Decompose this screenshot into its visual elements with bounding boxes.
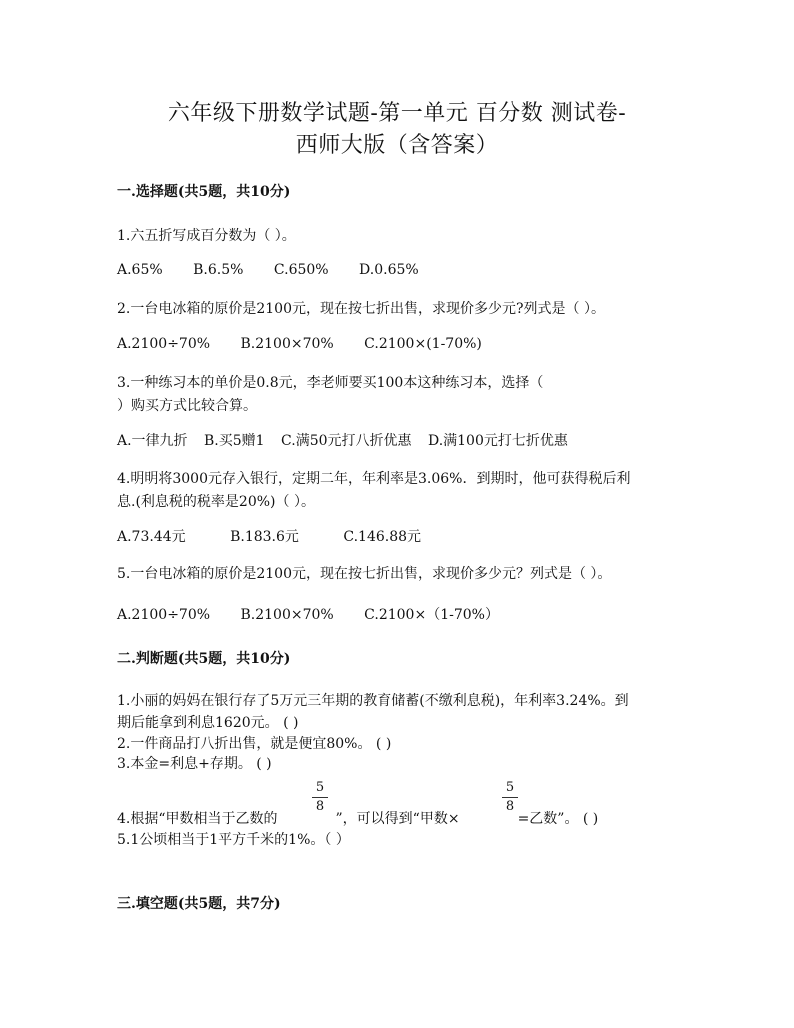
section-3-heading: 三.填空题(共5题，共7分)	[117, 896, 281, 912]
option-b: B.买5赠1	[204, 433, 265, 449]
option-c: C.650%	[273, 262, 329, 278]
option-a: A.2100÷70%	[117, 336, 211, 352]
s1-question-5: 5.一台电冰箱的原价是2100元，现在按七折出售，求现价多少元？列式是（ ）。	[117, 566, 612, 582]
s1-question-1: 1.六五折写成百分数为（ ）。	[117, 228, 296, 244]
option-a: A.65%	[117, 262, 163, 278]
s2-question-5: 5.1公顷相当于1平方千米的1%。（ ）	[117, 832, 350, 848]
s2-question-2: 2.一件商品打八折出售，就是便宜80%。 ( )	[117, 736, 392, 752]
s2-q4-part-3: =乙数”。 ( )	[517, 811, 599, 827]
s2-question-3: 3.本金=利息+存期。 ( )	[117, 756, 272, 772]
option-c: C.2100×(1-70%)	[364, 336, 482, 352]
option-b: B.6.5%	[193, 262, 244, 278]
s2-question-1-line-2: 期后能拿到利息1620元。 ( )	[117, 715, 299, 731]
option-a: A.2100÷70%	[117, 607, 211, 623]
option-c: C.2100×（1-70%）	[364, 607, 499, 623]
s1-question-3-line-2: ）购买方式比较合算。	[117, 398, 257, 414]
option-a: A.73.44元	[117, 529, 186, 545]
s2-q4-part-1: 4.根据“甲数相当于乙数的	[117, 811, 278, 827]
section-1-heading: 一.选择题(共5题，共10分)	[117, 184, 291, 200]
s2-question-1-line-1: 1.小丽的妈妈在银行存了5万元三年期的教育储蓄(不缴利息税)，年利率3.24%。到	[117, 693, 629, 709]
option-c: C.146.88元	[343, 529, 422, 545]
s2-question-4	[117, 808, 598, 828]
option-c: C.满50元打八折优惠	[281, 433, 412, 449]
s1-question-2: 2.一台电冰箱的原价是2100元，现在按七折出售，求现价多少元?列式是（ ）。	[117, 301, 605, 317]
s1-question-3-line-1: 3.一种练习本的单价是0.8元，李老师要买100本这种练习本，选择（	[117, 375, 544, 391]
option-d: D.满100元打七折优惠	[427, 433, 568, 449]
option-b: B.2100×70%	[240, 336, 334, 352]
title-line-1: 六年级下册数学试题-第一单元 百分数 测试卷-	[167, 101, 627, 126]
s1-question-2-options	[117, 336, 508, 352]
s1-question-4-line-1: 4.明明将3000元存入银行，定期二年，年利率是3.06%．到期时，他可获得税后利	[117, 471, 631, 487]
option-b: B.183.6元	[230, 529, 299, 545]
s1-question-5-options	[117, 604, 525, 624]
option-a: A.一律九折	[117, 433, 188, 449]
s2-q4-part-2: ”，可以得到“甲数×	[335, 811, 460, 827]
option-b: B.2100×70%	[240, 607, 334, 623]
s1-question-4-options	[117, 526, 447, 546]
section-2-heading: 二.判断题(共5题，共10分)	[117, 651, 291, 667]
title-line-2: 西师大版（含答案）	[295, 133, 499, 158]
fraction-five-eighths-2: 5 8	[502, 780, 518, 815]
option-d: D.0.65%	[359, 262, 419, 278]
s1-question-1-options	[117, 262, 445, 278]
fraction-five-eighths-1: 5 8	[312, 780, 328, 815]
s1-question-3-options	[117, 430, 594, 450]
s1-question-4-line-2: 息.(利息税的税率是20%)（ ）。	[117, 494, 315, 510]
